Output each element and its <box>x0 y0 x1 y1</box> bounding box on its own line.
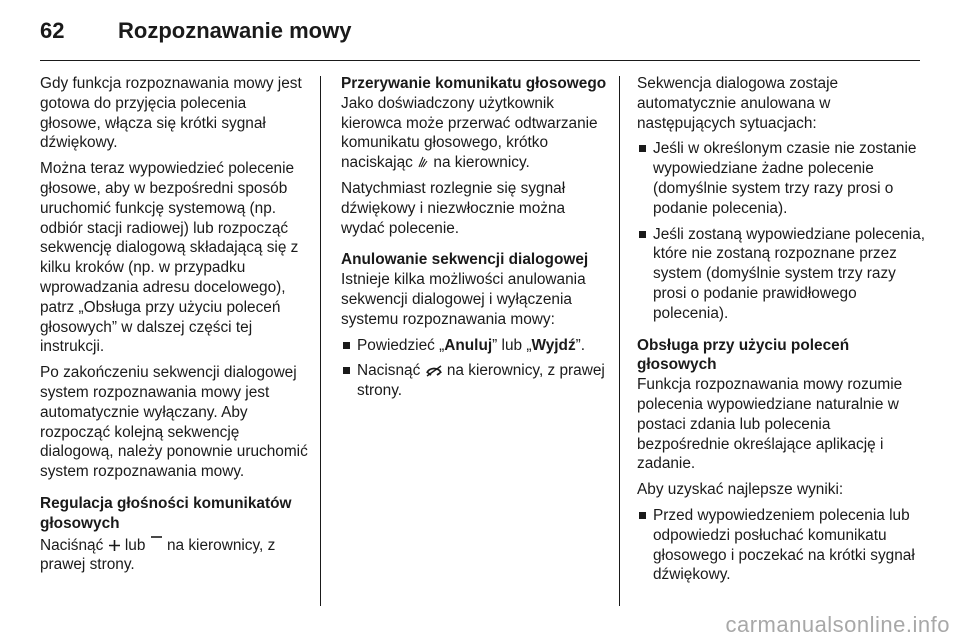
minus-icon <box>150 534 163 547</box>
section-heading-volume: Regulacja głośności komunikatów głosowych <box>40 494 292 532</box>
bullet-list <box>637 506 927 585</box>
list-item: Przed wypowiedzeniem polecenia lub odpowiedzi posłuchać komunikatu głosowego i poczekać na krótki sygnał dźwiękowy. <box>637 506 927 585</box>
paragraph-interrupt: Jako doświadczony użytkownik kierowca może przerwać odtwarzanie komunikatu głosowego, krótko naciskając na kierownicy. <box>341 94 598 172</box>
section-heading-cancel: Anulowanie sekwencji dialogowej <box>341 251 589 269</box>
paragraph: Gdy funkcja rozpoznawania mowy jest gotowa do przyjęcia polecenia głosowe, włącza się krótki sygnał dźwiękowy. <box>40 75 302 152</box>
list-item: Nacisnąć na kierownicy, z prawej strony. <box>341 361 609 401</box>
paragraph: Po zakończeniu sekwencji dialogowej system rozpoznawania mowy jest automatycznie wyłączany. Aby rozpocząć kolejną sekwencję dialogową, należy ponownie uruchomić system rozpoznawania mowy. <box>40 364 308 481</box>
bullet-icon <box>343 342 350 349</box>
page-title: Rozpoznawanie mowy <box>118 18 352 43</box>
column-divider <box>320 76 321 606</box>
bullet-list <box>637 139 927 323</box>
paragraph: Sekwencja dialogowa zostaje automatycznie anulowana w następujących sytuacjach: <box>637 75 839 132</box>
section-heading-voice-commands: Obsługa przy użyciu poleceń głosowych <box>637 336 850 374</box>
hang-up-icon <box>425 365 443 377</box>
page-header <box>40 16 920 56</box>
column-3 <box>637 74 927 591</box>
bullet-icon <box>639 231 646 238</box>
list-item: Powiedzieć „Anuluj” lub „Wyjdź”. <box>341 336 609 356</box>
list-item: Jeśli w określonym czasie nie zostanie wypowiedziane żadne polecenie (domyślnie system trzy razy prosi o podanie polecenia). <box>637 139 927 218</box>
column-2 <box>341 74 609 407</box>
section-heading-interrupt: Przerywanie komunikatu głosowego <box>341 75 607 92</box>
paragraph: Istnieje kilka możliwości anulowania sekwencji dialogowej i wyłączenia systemu rozpoznawania mowy: <box>341 271 586 328</box>
list-item: Jeśli zostaną wypowiedziane polecenia, które nie zostaną rozpoznane przez system (domyślnie system trzy razy prosi o podanie prawidłowego polecenia). <box>637 225 927 324</box>
page-number: 62 <box>40 18 65 43</box>
bullet-icon <box>639 145 646 152</box>
paragraph-volume: Naciśnąć lub na kierownicy, z prawej strony. <box>40 534 310 576</box>
column-1 <box>40 74 310 581</box>
column-divider <box>619 76 620 606</box>
paragraph: Natychmiast rozlegnie się sygnał dźwiękowy i niezwłocznie można wydać polecenie. <box>341 179 566 237</box>
watermark: carmanualsonline.info <box>725 612 950 637</box>
plus-icon <box>108 539 121 552</box>
bullet-icon <box>639 512 646 519</box>
paragraph: Aby uzyskać najlepsze wyniki: <box>637 481 844 499</box>
bullet-icon <box>343 367 350 374</box>
paragraph: Funkcja rozpoznawania mowy rozumie polecenia wypowiedziane naturalnie w postaci zdania lub polecenia bezpośrednie określające aplikację i zadanie. <box>637 376 903 473</box>
header-rule <box>40 60 920 61</box>
voice-button-icon <box>417 155 429 169</box>
bullet-list <box>341 336 609 401</box>
paragraph: Można teraz wypowiedzieć polecenie głosowe, aby w bezpośredni sposób uruchomić funkcję systemową (np. odbiór stacji radiowej) lub rozpocząć sekwencję dialogową składającą się z kilku kroków (np. w przypadku wprowadzania adresu docelowego), patrz „Obsługa przy użyciu poleceń głosowych” w dalszej części tej instrukcji. <box>40 160 299 356</box>
